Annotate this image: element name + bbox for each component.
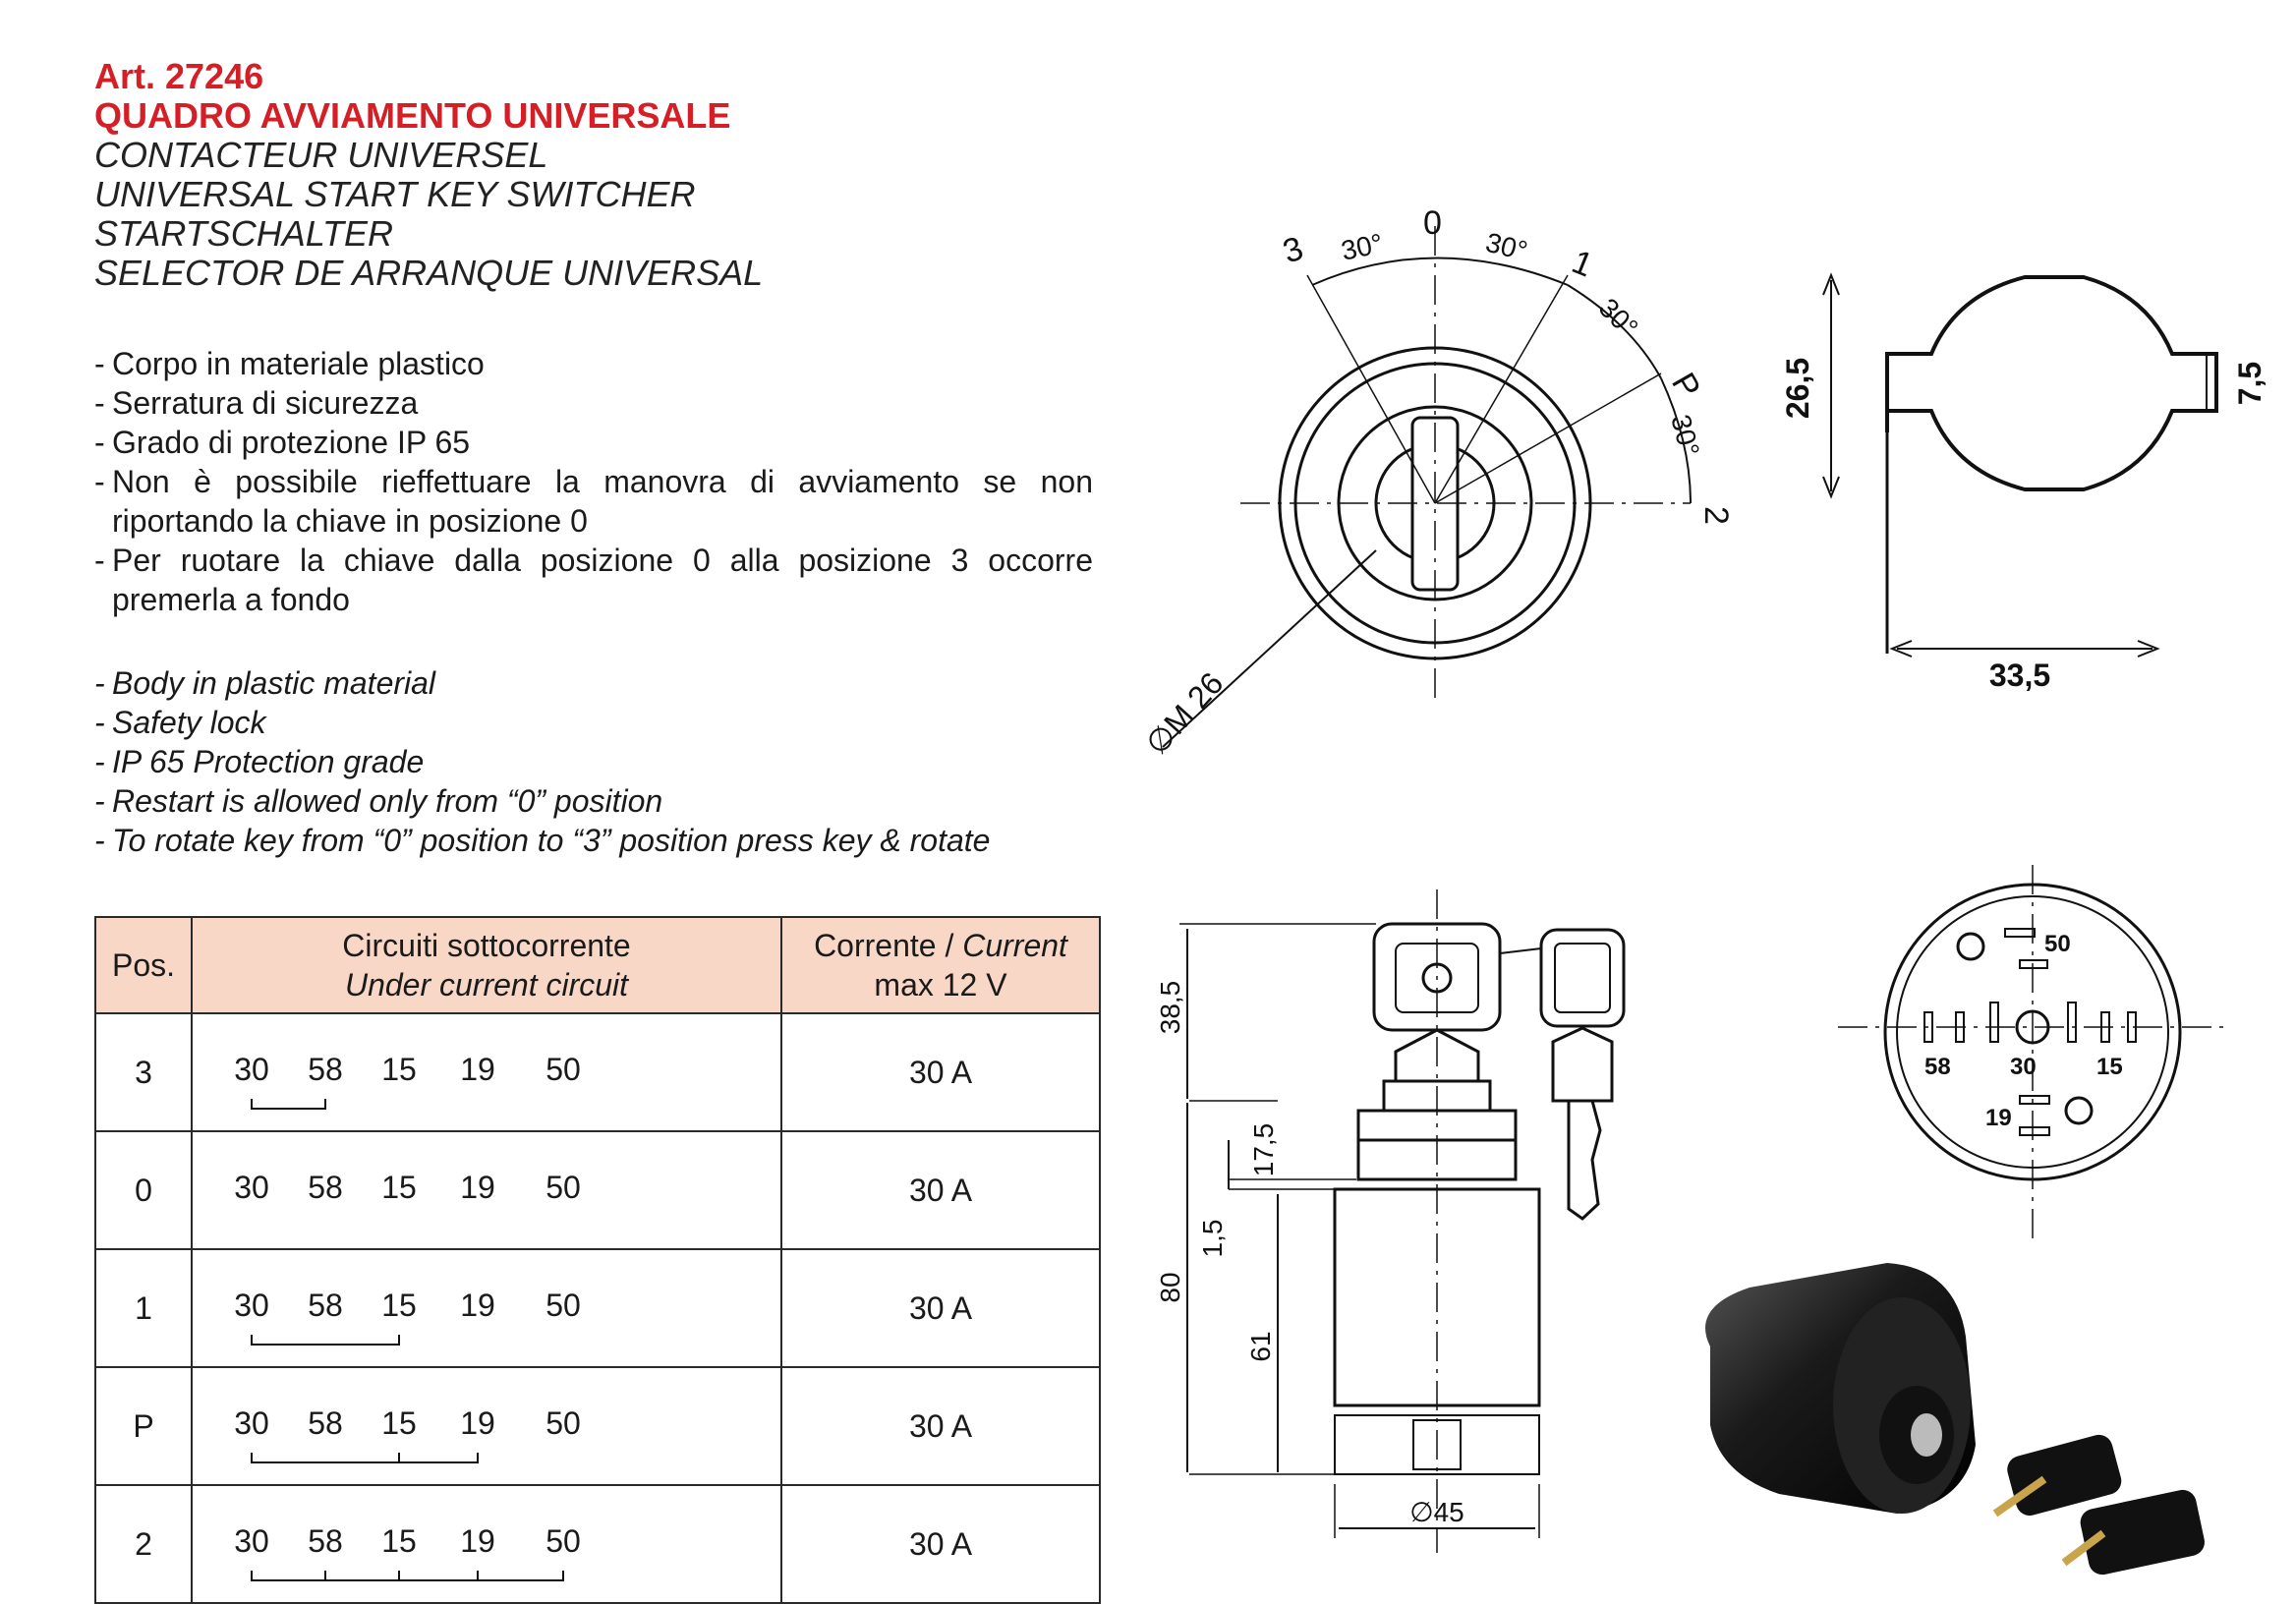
current-cell: 30 A [781,1131,1100,1249]
terminal-label: 58 [308,1523,343,1559]
col-circuit-header: Circuiti sottocorrente Under current circuit [192,917,781,1013]
rear-terminal-58: 58 [1924,1054,1951,1080]
feature-item: - Per ruotare la chiave dalla posizione 0 alla posizione 3 occorre premerla a fondo [94,543,1093,617]
rear-terminal-19: 19 [1985,1105,2012,1131]
terminal-label: 30 [234,1052,269,1087]
terminal-label: 19 [460,1523,495,1559]
terminal-label: 19 [460,1170,495,1205]
dim-diameter: ∅45 [1409,1497,1464,1527]
terminal-label: 50 [545,1523,581,1559]
terminal-label: 19 [460,1405,495,1441]
terminal-label: 15 [381,1405,417,1441]
rear-terminal-15: 15 [2096,1054,2123,1080]
terminal-label: 30 [234,1170,269,1205]
title-german: STARTSCHALTER [94,213,394,254]
cutout-notch: 7,5 [2232,361,2267,406]
col-current-header: Corrente / Current max 12 V [781,917,1100,1013]
cutout-height: 26,5 [1780,357,1815,420]
terminal-label: 30 [234,1405,269,1441]
terminal-label: 58 [308,1052,343,1087]
feature-item: - Restart is allowed only from “0” position [94,783,663,819]
terminal-label: 50 [545,1052,581,1087]
feature-item: - Corpo in materiale plastico [94,346,485,381]
rear-terminal-view [1838,865,2231,1238]
current-cell: 30 A [781,1485,1100,1603]
col-pos-header: Pos. [95,917,192,1013]
dial-angle-label: 30° [1338,227,1386,266]
terminal-label: 58 [308,1170,343,1205]
terminal-label: 30 [234,1288,269,1323]
terminal-label: 19 [460,1052,495,1087]
title-italian: QUADRO AVVIAMENTO UNIVERSALE [94,95,731,136]
feature-item: - Grado di protezione IP 65 [94,425,471,460]
pos-cell: 1 [95,1249,192,1367]
dial-pos-3: 3 [1278,229,1308,271]
side-view [1179,889,1624,1553]
dial-angle-label: 30° [1482,226,1531,267]
current-cell: 30 A [781,1013,1100,1131]
dial-angle-label: 30° [1665,411,1706,460]
dim-key-height: 38,5 [1155,980,1185,1035]
feature-item: - Non è possibile rieffettuare la manovra di avviamento se non riportando la chiave in posizione 0 [94,464,1093,539]
title-english: UNIVERSAL START KEY SWITCHER [94,174,696,214]
dial-pos-p: P [1664,367,1708,405]
terminal-label: 58 [308,1405,343,1441]
terminal-label: 15 [381,1288,417,1323]
dial-angle-label: 30° [1592,292,1644,344]
current-cell: 30 A [781,1367,1100,1485]
dial-pos-0: 0 [1423,204,1442,242]
title-spanish: SELECTOR DE ARRANQUE UNIVERSAL [94,253,764,293]
feature-item: - Serratura di sicurezza [94,385,419,421]
panel-cutout [1823,275,2216,657]
terminal-label: 15 [381,1523,417,1559]
dial-pos-1: 1 [1567,243,1598,285]
rear-terminal-50: 50 [2044,931,2071,957]
dial-pos-2: 2 [1697,506,1735,525]
article-number: Art. 27246 [94,56,264,96]
feature-item: - IP 65 Protection grade [94,744,425,779]
feature-item: - Safety lock [94,705,266,740]
dim-body-height: 61 [1245,1331,1276,1362]
terminal-label: 15 [381,1170,417,1205]
rear-terminal-30: 30 [2010,1054,2037,1080]
terminal-label: 58 [308,1288,343,1323]
pos-cell: 2 [95,1485,192,1603]
pos-cell: 0 [95,1131,192,1249]
product-photo [1671,1248,2280,1592]
cutout-width: 33,5 [1988,658,2051,693]
dial-diameter-label: ∅M 26 [1138,665,1231,762]
terminal-label: 30 [234,1523,269,1559]
feature-item: - To rotate key from “0” position to “3” position press key & rotate [94,823,991,858]
terminal-label: 15 [381,1052,417,1087]
feature-item: - Body in plastic material [94,665,436,701]
terminal-label: 19 [460,1288,495,1323]
dim-gap: 1,5 [1197,1219,1228,1258]
terminal-label: 50 [545,1170,581,1205]
dim-nut-height: 17,5 [1248,1122,1279,1177]
title-french: CONTACTEUR UNIVERSEL [94,135,548,175]
pos-cell: P [95,1367,192,1485]
terminal-label: 50 [545,1405,581,1441]
pos-cell: 3 [95,1013,192,1131]
dim-total-height: 80 [1155,1272,1185,1303]
current-cell: 30 A [781,1249,1100,1367]
terminal-label: 50 [545,1288,581,1323]
